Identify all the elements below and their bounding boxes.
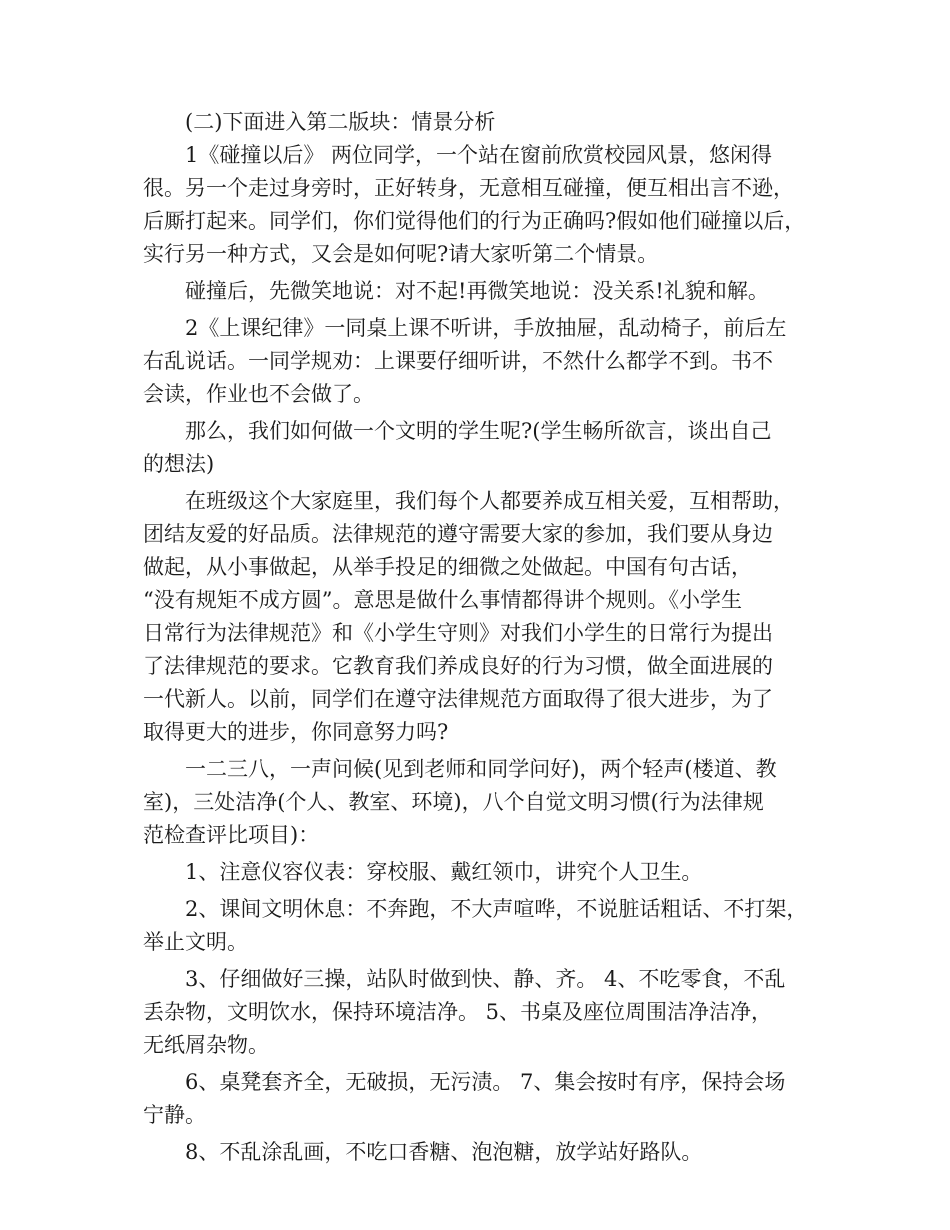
list-item-rule-1	[143, 856, 811, 889]
text-line: 碰撞后，先微笑地说：对不起!再微笑地说：没关系!礼貌和解。	[185, 279, 769, 303]
list-item-rule-3-5	[143, 963, 811, 1062]
text-line: 一二三八，一声问候(见到老师和同学问好)，两个轻声(楼道、教	[185, 757, 777, 781]
text-line: 1、注意仪容仪表：穿校服、戴红领巾，讲究个人卫生。	[185, 860, 703, 884]
text-line: 3、仔细做好三操，站队时做到快、静、齐。 4、不吃零食，不乱	[185, 967, 786, 991]
text-line: 做起，从小事做起，从举手投足的细微之处做起。中国有句古话，	[143, 555, 752, 579]
text-line: 宁静。	[143, 1103, 206, 1127]
text-line: 实行另一种方式，又会是如何呢?请大家听第二个情景。	[143, 242, 659, 266]
list-item-rule-6-7	[143, 1066, 811, 1132]
text-line: 日常行为法律规范》和《小学生守则》对我们小学生的日常行为提出	[143, 621, 773, 645]
list-item-rule-2	[143, 893, 811, 959]
text-line: 2、课间文明休息：不奔跑，不大声喧哗，不说脏话粗话、不打架，	[185, 897, 808, 921]
text-line: 8、不乱涂乱画，不吃口香糖、泡泡糖，放学站好路队。	[185, 1140, 703, 1164]
text-line: 6、桌凳套齐全，无破损，无污渍。 7、集会按时有序，保持会场	[185, 1070, 786, 1094]
text-line: 1《碰撞以后》 两位同学，一个站在窗前欣赏校园风景，悠闲得	[185, 143, 773, 167]
text-line: 取得更大的进步，你同意努力吗?	[143, 720, 449, 744]
text-line: 后厮打起来。同学们，你们觉得他们的行为正确吗?假如他们碰撞以后，	[143, 209, 806, 233]
text-line: 会读，作业也不会做了。	[143, 382, 374, 406]
text-line: “没有规矩不成方圆”。意思是做什么事情都得讲个规则。《小学生	[143, 588, 742, 612]
paragraph-section-heading	[143, 106, 811, 139]
text-line: 举止文明。	[143, 930, 248, 954]
text-line: 范检查评比项目)：	[143, 823, 320, 847]
paragraph-rules-intro	[143, 753, 811, 852]
text-line: 室)，三处洁净(个人、教室、环境)，八个自觉文明习惯(行为法律规	[143, 790, 764, 814]
paragraph-class-family	[143, 485, 811, 749]
list-item-rule-8	[143, 1136, 811, 1169]
text-line: 丢杂物，文明饮水，保持环境洁净。 5、书桌及座位周围洁净洁净，	[143, 1000, 773, 1024]
text-line: 一代新人。以前，同学们在遵守法律规范方面取得了很大进步，为了	[143, 687, 773, 711]
text-line: 的想法)	[143, 452, 215, 476]
text-line: (二)下面进入第二版块：情景分析	[185, 110, 496, 134]
paragraph-question	[143, 415, 811, 481]
text-line: 在班级这个大家庭里，我们每个人都要养成互相关爱，互相帮助，	[185, 489, 794, 513]
text-line: 右乱说话。一同学规劝：上课要仔细听讲，不然什么都学不到。书不	[143, 349, 773, 373]
paragraph-scenario-discipline	[143, 312, 811, 411]
text-line: 那么，我们如何做一个文明的学生呢?(学生畅所欲言，谈出自己	[185, 419, 772, 443]
text-line: 无纸屑杂物。	[143, 1033, 269, 1057]
text-line: 很。另一个走过身旁时，正好转身，无意相互碰撞，便互相出言不逊，	[143, 176, 794, 200]
paragraph-collision-resolution	[143, 275, 811, 308]
document-body	[143, 106, 811, 1169]
text-line: 团结友爱的好品质。法律规范的遵守需要大家的参加，我们要从身边	[143, 522, 773, 546]
text-line: 2《上课纪律》一同桌上课不听讲，手放抽屉，乱动椅子，前后左	[185, 316, 787, 340]
paragraph-scenario-collision	[143, 139, 811, 271]
text-line: 了法律规范的要求。它教育我们养成良好的行为习惯，做全面进展的	[143, 654, 773, 678]
